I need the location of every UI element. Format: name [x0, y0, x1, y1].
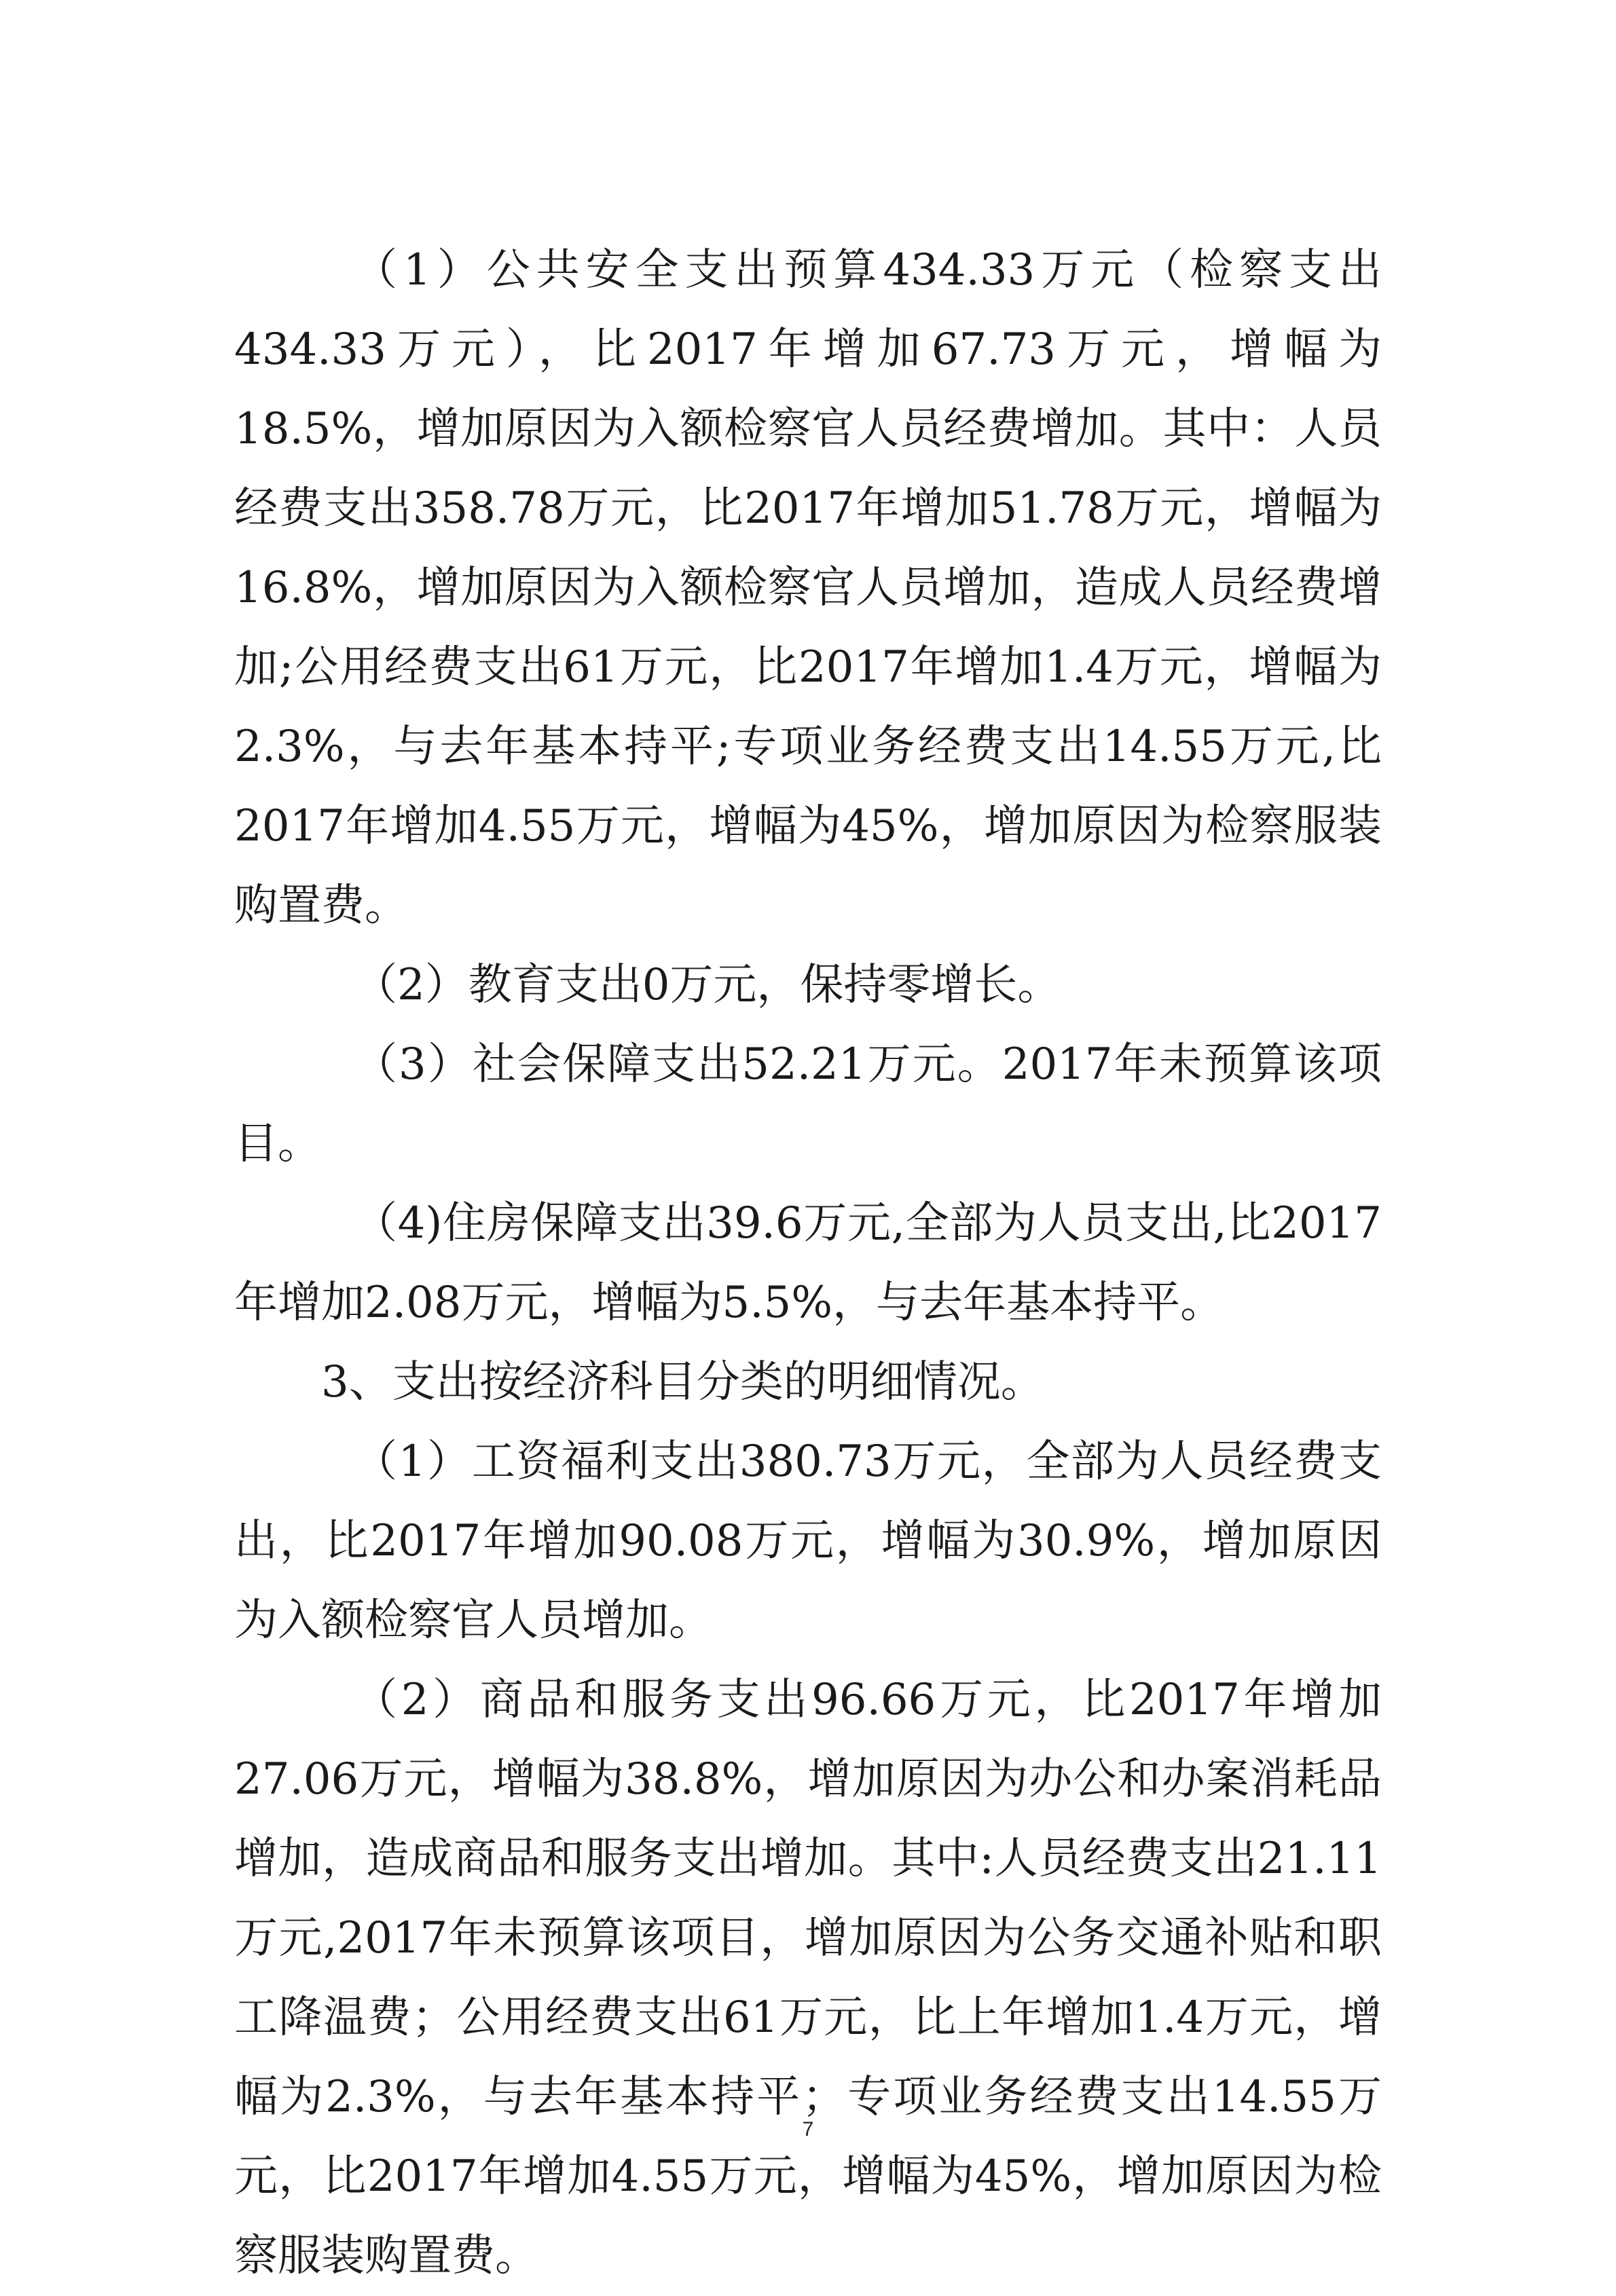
page-number: 7: [802, 2118, 814, 2141]
paragraph-social-security: （3）社会保障支出52.21万元。2017年未预算该项目。: [234, 1039, 1382, 1169]
paragraph-public-security: （1）公共安全支出预算434.33万元（检察支出434.33万元），比2017年增加67.73万元，增幅为18.5%，增加原因为入额检察官人员经费增加。其中：人员经费支出358.78万元，比2017年增加51.78万元，增幅为16.8%，增加原因为入额检察官人员增加，造成人员经费增加;公用经费支出61万元，比2017年增加1.4万元，增幅为2.3%，与去年基本持平;专项业务经费支出14.55万元,比2017年增加4.55万元，增幅为45%，增加原因为检察服装购置费。: [234, 245, 1382, 931]
paragraph-education: （2）教育支出0万元，保持零增长。: [354, 960, 1061, 1010]
section-heading-economic-classification: 3、支出按经济科目分类的明细情况。: [321, 1357, 1044, 1407]
paragraph-housing: （4)住房保障支出39.6万元,全部为人员支出,比2017年增加2.08万元，增幅为5.5%，与去年基本持平。: [234, 1198, 1382, 1328]
document-body: [234, 231, 1382, 2296]
paragraph-goods-services: （2）商品和服务支出96.66万元，比2017年增加27.06万元，增幅为38.8%，增加原因为办公和办案消耗品增加，造成商品和服务支出增加。其中:人员经费支出21.11万元,2017年未预算该项目，增加原因为公务交通补贴和职工降温费；公用经费支出61万元，比上年增加1.4万元，增幅为2.3%，与去年基本持平；专项业务经费支出14.55万元，比2017年增加4.55万元，增幅为45%，增加原因为检察服装购置费。: [234, 1675, 1382, 2281]
paragraph-wages-welfare: （1）工资福利支出380.73万元，全部为人员经费支出，比2017年增加90.08万元，增幅为30.9%，增加原因为入额检察官人员增加。: [234, 1437, 1382, 1646]
